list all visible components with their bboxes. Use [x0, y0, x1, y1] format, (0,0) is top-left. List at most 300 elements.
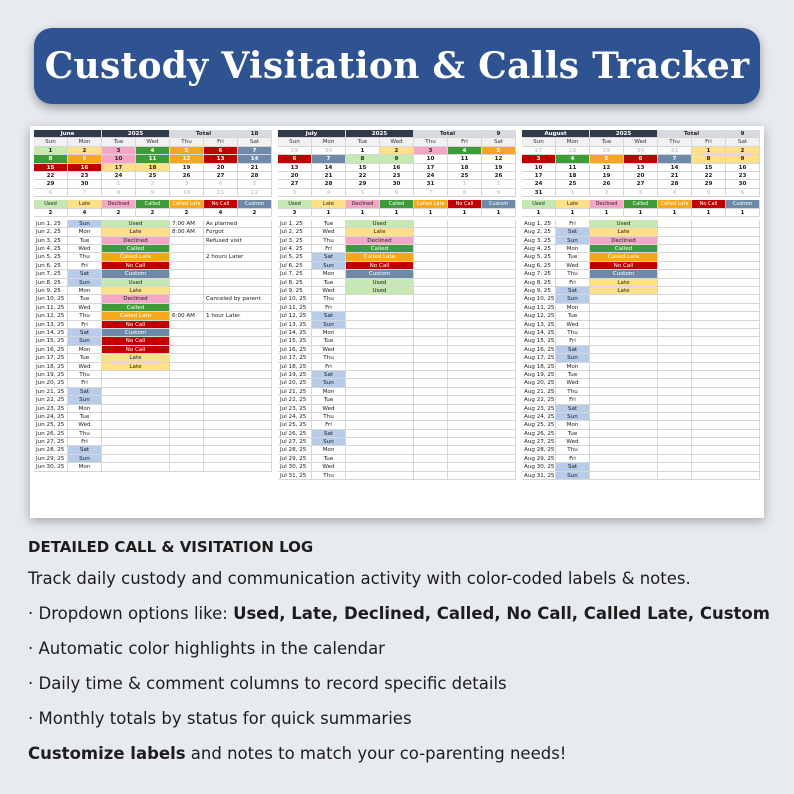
weekday-label: Tue	[590, 138, 624, 146]
log-comment	[204, 388, 272, 396]
log-status	[102, 405, 170, 413]
log-comment: Refused visit	[204, 237, 272, 245]
log-status	[102, 446, 170, 454]
log-row	[34, 245, 272, 253]
log-date: Aug 17, 25	[524, 355, 555, 362]
log-weekday: Thu	[68, 371, 102, 379]
log-weekday: Mon	[556, 363, 590, 371]
log-weekday: Mon	[312, 388, 346, 396]
log-row	[278, 329, 516, 337]
calendar-day: 10	[170, 189, 204, 197]
calendar-week	[34, 180, 272, 188]
calendar-day: 2	[590, 189, 624, 197]
log-comment	[448, 228, 516, 236]
calendar-day: 2	[136, 180, 170, 188]
log-date: Jul 28, 25	[278, 446, 312, 454]
log-date: Jul 19, 25	[278, 371, 312, 379]
status-total: 1	[556, 209, 590, 217]
log-status	[590, 295, 658, 303]
log-row	[522, 396, 760, 404]
month-year: 2025	[346, 130, 414, 138]
log-date: Aug 8, 25	[522, 279, 556, 287]
calendar-day: 22	[346, 172, 380, 180]
calendar-day: 9	[380, 155, 414, 163]
weekday-label: Tue	[346, 138, 380, 146]
log-time	[170, 396, 204, 404]
log-comment	[204, 363, 272, 371]
log-row	[34, 379, 272, 387]
log-status	[346, 463, 414, 471]
log-row	[522, 312, 760, 320]
log-weekday: Sat	[312, 371, 346, 379]
log-comment	[692, 379, 760, 387]
log-date: Jul 6, 25	[278, 262, 312, 270]
log-date: Aug 20, 25	[524, 380, 555, 387]
log-date: Aug 27, 25	[524, 439, 555, 446]
log-row	[522, 337, 760, 345]
log-status	[590, 354, 658, 362]
log-date: Aug 5, 25	[522, 253, 556, 261]
log-weekday: Wed	[68, 363, 102, 371]
log-date: Jul 23, 25	[278, 405, 312, 413]
calendar-day: 27	[204, 172, 238, 180]
calendar-day: 19	[170, 164, 204, 172]
log-weekday: Fri	[68, 262, 102, 270]
log-date: Aug 2, 25	[522, 228, 556, 236]
calendar-day: 15	[34, 164, 68, 172]
log-weekday: Fri	[312, 363, 346, 371]
log-time	[170, 253, 204, 261]
log-date: Aug 3, 25	[522, 237, 556, 245]
log-row	[522, 379, 760, 387]
log-date: Jul 11, 25	[278, 304, 312, 312]
log-comment	[692, 304, 760, 312]
log-status	[346, 379, 414, 387]
log-time	[170, 354, 204, 362]
status-legend-row	[278, 200, 516, 208]
log-date: Jun 4, 25	[34, 245, 68, 253]
log-weekday: Mon	[68, 346, 102, 354]
calendar-day: 7	[658, 155, 692, 163]
log-date: Jul 27, 25	[278, 438, 312, 446]
weekday-label: Thu	[658, 138, 692, 146]
log-weekday: Thu	[556, 388, 590, 396]
log-status	[590, 312, 658, 320]
log-time	[658, 438, 692, 446]
calendar-week	[34, 155, 272, 163]
log-time	[658, 329, 692, 337]
description-line-columns: · Daily time & comment columns to record specific details	[28, 674, 507, 693]
log-row	[522, 321, 760, 329]
log-row	[278, 312, 516, 320]
log-weekday: Mon	[68, 287, 102, 295]
calendar-day: 5	[590, 155, 624, 163]
log-date: Jun 26, 25	[34, 430, 68, 438]
month-name: June	[34, 130, 102, 138]
log-time	[658, 220, 692, 228]
log-comment	[448, 421, 516, 429]
log-status	[102, 463, 170, 471]
log-comment	[204, 396, 272, 404]
log-date: Aug 10, 25	[524, 296, 555, 303]
status-total: 1	[726, 209, 760, 217]
weekday-label: Fri	[692, 138, 726, 146]
calendar-week	[278, 164, 516, 172]
log-weekday: Sat	[312, 253, 346, 261]
log-weekday: Sat	[68, 388, 102, 396]
log-weekday: Sat	[556, 463, 590, 471]
log-date: Jun 14, 25	[34, 329, 68, 337]
log-comment	[448, 270, 516, 278]
log-time	[170, 413, 204, 421]
log-time	[658, 304, 692, 312]
calendar-day: 29	[346, 180, 380, 188]
log-status: Custom	[346, 270, 414, 278]
log-status: Late	[590, 287, 658, 295]
log-time	[170, 446, 204, 454]
log-comment: Forgot	[204, 228, 272, 236]
log-weekday: Thu	[556, 329, 590, 337]
log-time	[414, 379, 448, 387]
log-weekday: Sat	[68, 329, 102, 337]
status-legend-declined: Declined	[346, 200, 380, 208]
log-row	[278, 430, 516, 438]
log-time	[658, 337, 692, 345]
log-comment	[448, 413, 516, 421]
calendar-day: 27	[278, 180, 312, 188]
log-date: Jul 30, 25	[278, 463, 312, 471]
log-time	[170, 455, 204, 463]
log-weekday: Sun	[312, 438, 346, 446]
calendar-day: 30	[312, 147, 346, 155]
status-legend-row	[522, 200, 760, 208]
log-date: Jun 28, 25	[34, 446, 68, 454]
log-status	[102, 371, 170, 379]
weekday-row	[278, 138, 516, 146]
log-status: Late	[102, 354, 170, 362]
log-comment	[204, 463, 272, 471]
log-time	[658, 287, 692, 295]
log-row	[34, 253, 272, 261]
log-weekday: Sun	[68, 337, 102, 345]
log-weekday: Sun	[556, 237, 590, 245]
log-weekday: Sat	[312, 430, 346, 438]
description-line-dropdown	[28, 602, 778, 637]
log-time	[658, 237, 692, 245]
log-status	[590, 329, 658, 337]
log-date: Jun 30, 25	[34, 463, 68, 471]
log-weekday: Wed	[68, 304, 102, 312]
calendar-day: 22	[692, 172, 726, 180]
status-total: 1	[590, 209, 624, 217]
log-status	[590, 363, 658, 371]
log-time	[414, 396, 448, 404]
log-date: Jul 3, 25	[278, 237, 312, 245]
log-row	[34, 346, 272, 354]
log-date: Jul 26, 25	[278, 430, 312, 438]
calendar-week	[278, 189, 516, 197]
log-weekday: Tue	[312, 337, 346, 345]
calendar-day: 23	[726, 172, 760, 180]
log-date: Jul 12, 25	[278, 312, 312, 320]
calendar-day: 9	[68, 155, 102, 163]
log-date: Jun 16, 25	[34, 346, 68, 354]
calendar-day: 1	[346, 147, 380, 155]
log-date: Aug 13, 25	[524, 321, 555, 328]
calendar-day: 7	[238, 147, 272, 155]
log-comment	[448, 438, 516, 446]
log-row	[34, 287, 272, 295]
calendar-day: 6	[726, 189, 760, 197]
log-time	[414, 295, 448, 303]
weekday-label: Wed	[380, 138, 414, 146]
calendar-day: 28	[556, 147, 590, 155]
log-status	[346, 396, 414, 404]
log-weekday: Wed	[312, 228, 346, 236]
calendar-day: 30	[624, 147, 658, 155]
log-row	[34, 312, 272, 320]
status-total: 1	[448, 209, 482, 217]
status-total: 3	[278, 209, 312, 217]
log-weekday: Fri	[556, 455, 590, 463]
status-legend-used: Used	[522, 200, 556, 208]
log-weekday: Sun	[68, 220, 102, 228]
log-comment	[692, 329, 760, 337]
log-weekday: Thu	[312, 472, 346, 480]
log-time	[658, 262, 692, 270]
month-july	[278, 130, 516, 480]
calendar-day: 10	[102, 155, 136, 163]
log-row	[522, 371, 760, 379]
log-time	[414, 287, 448, 295]
log-comment	[448, 346, 516, 354]
log-weekday: Tue	[556, 430, 590, 438]
log-time	[658, 253, 692, 261]
log-weekday: Tue	[312, 220, 346, 228]
log-comment	[692, 228, 760, 236]
log-comment	[448, 337, 516, 345]
status-total: 1	[380, 209, 414, 217]
log-date: Jul 5, 25	[278, 253, 312, 261]
daily-log	[522, 220, 760, 480]
log-row	[278, 237, 516, 245]
log-time	[414, 321, 448, 329]
calendar-day: 13	[624, 164, 658, 172]
log-date: Aug 16, 25	[524, 346, 555, 353]
spreadsheet-preview	[30, 126, 764, 518]
log-row	[34, 279, 272, 287]
calendar-week	[34, 189, 272, 197]
calendar-day: 4	[204, 180, 238, 188]
calendar-day: 26	[482, 172, 516, 180]
log-time	[170, 421, 204, 429]
log-status	[346, 304, 414, 312]
log-date: Jul 7, 25	[278, 270, 312, 278]
calendar-day: 4	[448, 147, 482, 155]
log-row	[278, 321, 516, 329]
log-comment	[692, 337, 760, 345]
log-date: Jul 1, 25	[278, 220, 312, 228]
log-status	[102, 430, 170, 438]
calendar-day: 3	[102, 147, 136, 155]
log-weekday: Thu	[312, 413, 346, 421]
log-row	[34, 371, 272, 379]
log-status	[346, 337, 414, 345]
log-time	[170, 371, 204, 379]
calendar-day: 28	[312, 180, 346, 188]
calendar-week	[278, 180, 516, 188]
log-comment	[448, 304, 516, 312]
calendar-day: 4	[136, 147, 170, 155]
log-row	[278, 228, 516, 236]
log-date: Jul 18, 25	[278, 363, 312, 371]
log-time	[658, 396, 692, 404]
status-total: 4	[68, 209, 102, 217]
weekday-label: Fri	[448, 138, 482, 146]
log-time	[658, 279, 692, 287]
weekday-row	[34, 138, 272, 146]
log-time	[414, 312, 448, 320]
log-row	[278, 405, 516, 413]
log-row	[278, 220, 516, 228]
calendar-day: 7	[414, 189, 448, 197]
log-row	[34, 463, 272, 471]
log-weekday: Sun	[68, 455, 102, 463]
log-comment	[692, 388, 760, 396]
log-time	[414, 413, 448, 421]
log-weekday: Thu	[68, 253, 102, 261]
log-comment	[692, 446, 760, 454]
calendar-day: 4	[312, 189, 346, 197]
log-weekday: Fri	[68, 438, 102, 446]
log-comment	[692, 472, 760, 480]
weekday-label: Sun	[278, 138, 312, 146]
log-date: Jun 27, 25	[34, 438, 68, 446]
log-comment	[692, 413, 760, 421]
log-status	[346, 405, 414, 413]
log-comment	[448, 354, 516, 362]
status-total: 1	[414, 209, 448, 217]
log-weekday: Tue	[68, 237, 102, 245]
log-time	[170, 337, 204, 345]
log-time	[658, 321, 692, 329]
status-total: 2	[102, 209, 136, 217]
calendar-day: 24	[414, 172, 448, 180]
log-weekday: Fri	[556, 220, 590, 228]
log-weekday: Sat	[556, 405, 590, 413]
log-row	[278, 472, 516, 480]
log-weekday: Sat	[68, 446, 102, 454]
log-time	[170, 321, 204, 329]
status-legend-no-call: No Call	[692, 200, 726, 208]
log-row	[278, 245, 516, 253]
description-block	[28, 538, 778, 777]
log-status: Used	[102, 220, 170, 228]
log-comment	[204, 346, 272, 354]
log-date: Jul 29, 25	[278, 455, 312, 463]
log-date: Jun 13, 25	[34, 321, 68, 329]
calendar-day: 6	[278, 155, 312, 163]
calendar-day: 20	[278, 172, 312, 180]
log-date: Jun 17, 25	[34, 354, 68, 362]
status-total: 1	[692, 209, 726, 217]
log-row	[522, 262, 760, 270]
calendar-day: 3	[414, 147, 448, 155]
log-date: Aug 19, 25	[524, 371, 555, 378]
log-weekday: Sun	[312, 321, 346, 329]
log-row	[34, 413, 272, 421]
log-weekday: Wed	[68, 245, 102, 253]
calendar-day: 28	[238, 172, 272, 180]
log-row	[522, 270, 760, 278]
log-weekday: Thu	[312, 354, 346, 362]
calendar-day: 29	[590, 147, 624, 155]
log-weekday: Tue	[312, 279, 346, 287]
log-status	[590, 371, 658, 379]
log-date: Aug 1, 25	[522, 220, 556, 228]
month-header-row	[278, 130, 516, 138]
log-weekday: Mon	[68, 405, 102, 413]
log-comment: 2 hours Later	[204, 253, 272, 261]
log-comment	[204, 421, 272, 429]
log-status	[346, 388, 414, 396]
log-time	[414, 237, 448, 245]
log-row	[278, 346, 516, 354]
log-time	[414, 446, 448, 454]
log-row	[522, 388, 760, 396]
log-row	[278, 363, 516, 371]
log-comment	[692, 430, 760, 438]
log-time	[170, 379, 204, 387]
calendar-week	[522, 155, 760, 163]
log-time	[170, 329, 204, 337]
log-comment	[448, 463, 516, 471]
calendar-day: 29	[692, 180, 726, 188]
log-date: Jul 25, 25	[278, 421, 312, 429]
calendar-day: 31	[522, 189, 556, 197]
calendar-day: 19	[482, 164, 516, 172]
calendar-day: 6	[204, 147, 238, 155]
log-weekday: Tue	[556, 371, 590, 379]
log-date: Aug 24, 25	[524, 413, 555, 420]
log-time	[658, 463, 692, 471]
log-row	[278, 379, 516, 387]
log-weekday: Wed	[68, 421, 102, 429]
log-weekday: Mon	[312, 270, 346, 278]
page-title: Custody Visitation & Calls Tracker	[44, 45, 750, 87]
log-comment	[448, 455, 516, 463]
calendar-day: 2	[380, 147, 414, 155]
log-comment	[204, 354, 272, 362]
calendar-day: 11	[204, 189, 238, 197]
log-time: 6:00 AM	[170, 312, 204, 320]
log-comment	[448, 379, 516, 387]
status-totals-row	[522, 209, 760, 217]
log-comment	[448, 253, 516, 261]
status-legend-called: Called	[380, 200, 414, 208]
calendar-day: 12	[170, 155, 204, 163]
log-time	[170, 295, 204, 303]
log-date: Jul 4, 25	[278, 245, 312, 253]
log-comment	[448, 245, 516, 253]
log-status: Late	[102, 228, 170, 236]
log-row	[34, 396, 272, 404]
log-time	[658, 405, 692, 413]
log-date: Jul 10, 25	[278, 295, 312, 303]
calendar-day: 8	[34, 155, 68, 163]
title-banner	[34, 28, 760, 104]
log-date: Jul 21, 25	[278, 388, 312, 396]
